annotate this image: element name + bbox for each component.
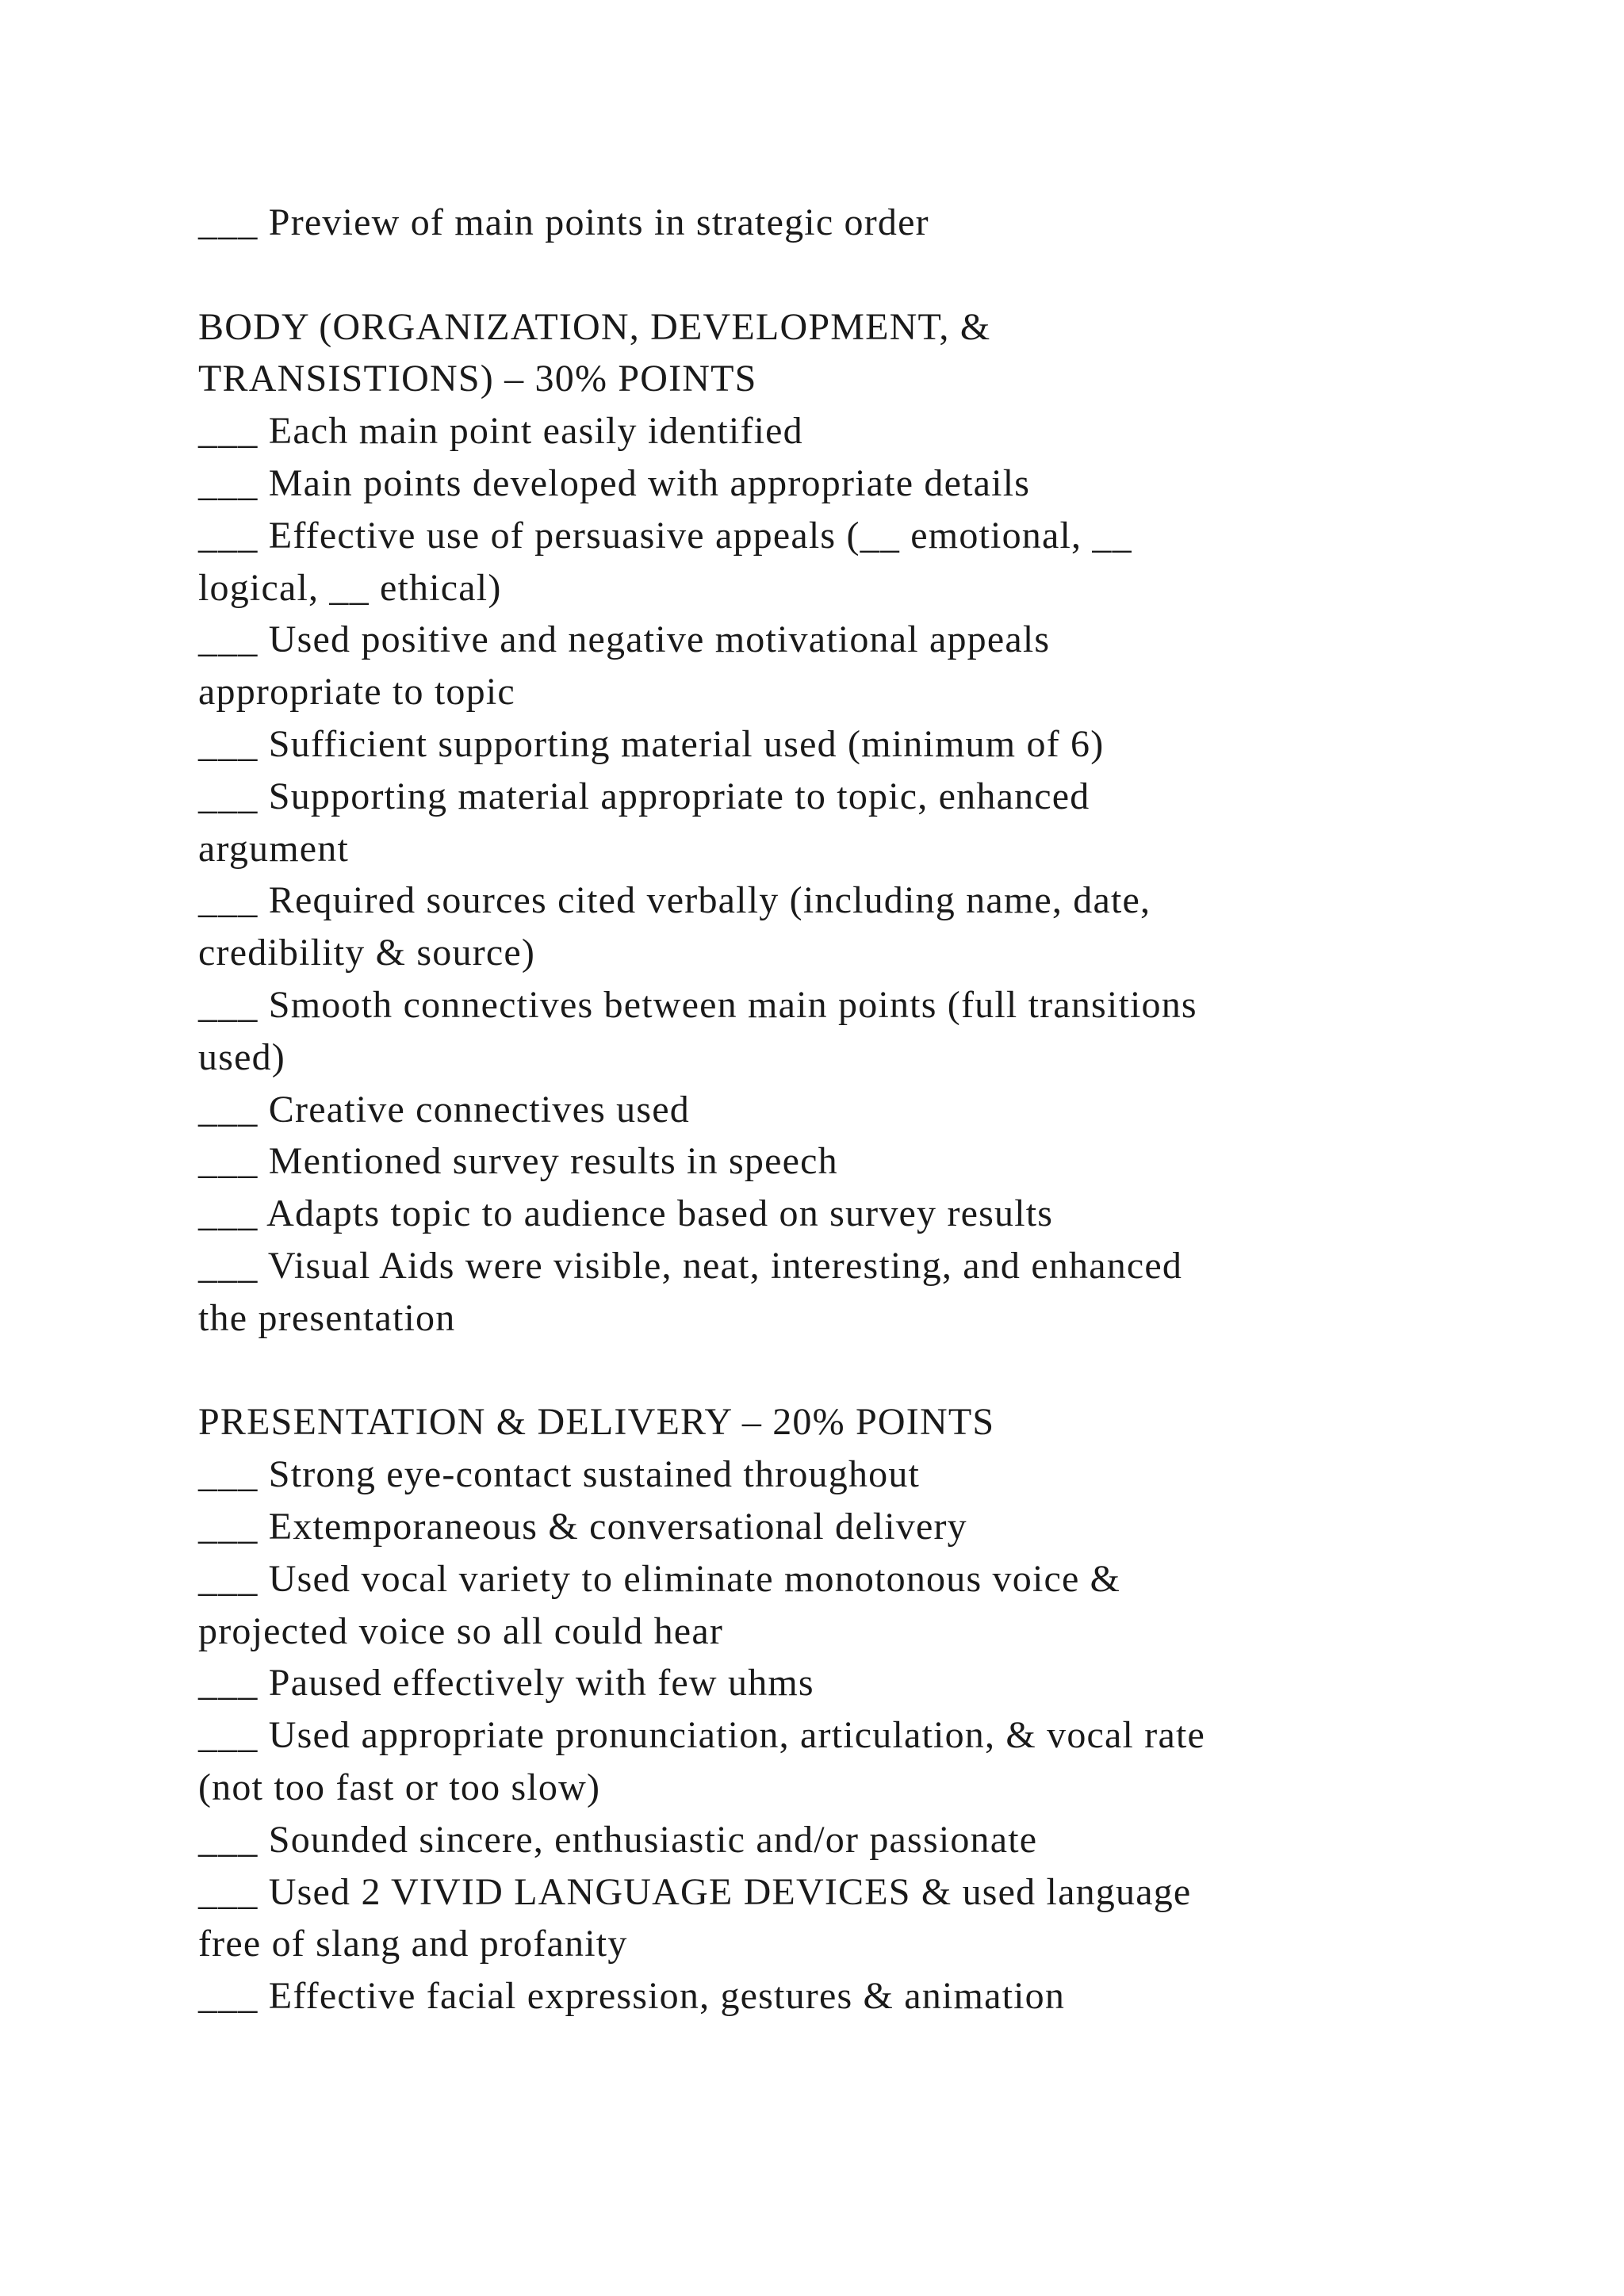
body-item: ___ Used positive and negative motivational appeals [198,618,1051,661]
body-item: ___ Each main point easily identified [198,410,803,453]
body-item-continuation: credibility & source) [198,932,536,974]
body-item: ___ Effective use of persuasive appeals (__ emotional, __ [198,514,1132,557]
body-heading-line-1: BODY (ORGANIZATION, DEVELOPMENT, & [198,305,991,348]
delivery-heading: PRESENTATION & DELIVERY – 20% POINTS [198,1401,995,1444]
delivery-item: ___ Strong eye-contact sustained throughout [198,1453,921,1496]
delivery-item: ___ Extemporaneous & conversational delivery [198,1505,967,1548]
delivery-item: ___ Used appropriate pronunciation, articulation, & vocal rate [198,1714,1205,1757]
body-item-continuation: logical, __ ethical) [198,566,502,609]
body-item: ___ Required sources cited verbally (including name, date, [198,879,1151,922]
delivery-item: ___ Sounded sincere, enthusiastic and/or passionate [198,1818,1038,1861]
body-item: ___ Main points developed with appropriate details [198,461,1031,504]
body-item: ___ Adapts topic to audience based on survey results [198,1192,1054,1235]
body-item-continuation: argument [198,827,349,870]
body-heading-line-2: TRANSISTIONS) – 30% POINTS [198,358,757,400]
delivery-item-continuation: (not too fast or too slow) [198,1766,601,1808]
paragraph-gap [198,249,1467,301]
document-text [198,197,1467,2022]
paragraph-gap [198,1345,1467,1397]
body-item: ___ Visual Aids were visible, neat, interesting, and enhanced [198,1244,1183,1287]
body-item: ___ Creative connectives used [198,1088,690,1131]
delivery-item: ___ Paused effectively with few uhms [198,1662,814,1705]
delivery-item: ___ Effective facial expression, gestures & animation [198,1975,1066,2018]
delivery-item: ___ Used 2 VIVID LANGUAGE DEVICES & used language [198,1870,1192,1913]
body-item: ___ Supporting material appropriate to topic, enhanced [198,775,1090,817]
body-item: ___ Mentioned survey results in speech [198,1140,838,1183]
body-item-continuation: appropriate to topic [198,671,515,714]
delivery-item-continuation: free of slang and profanity [198,1923,628,1965]
body-item-continuation: the presentation [198,1296,456,1339]
preview-item: ___ Preview of main points in strategic order [198,201,929,243]
body-item: ___ Smooth connectives between main points (full transitions [198,983,1197,1026]
delivery-item: ___ Used vocal variety to eliminate monotonous voice & [198,1557,1121,1600]
body-item-continuation: used) [198,1035,285,1078]
delivery-item-continuation: projected voice so all could hear [198,1609,724,1652]
body-item: ___ Sufficient supporting material used (minimum of 6) [198,722,1105,765]
